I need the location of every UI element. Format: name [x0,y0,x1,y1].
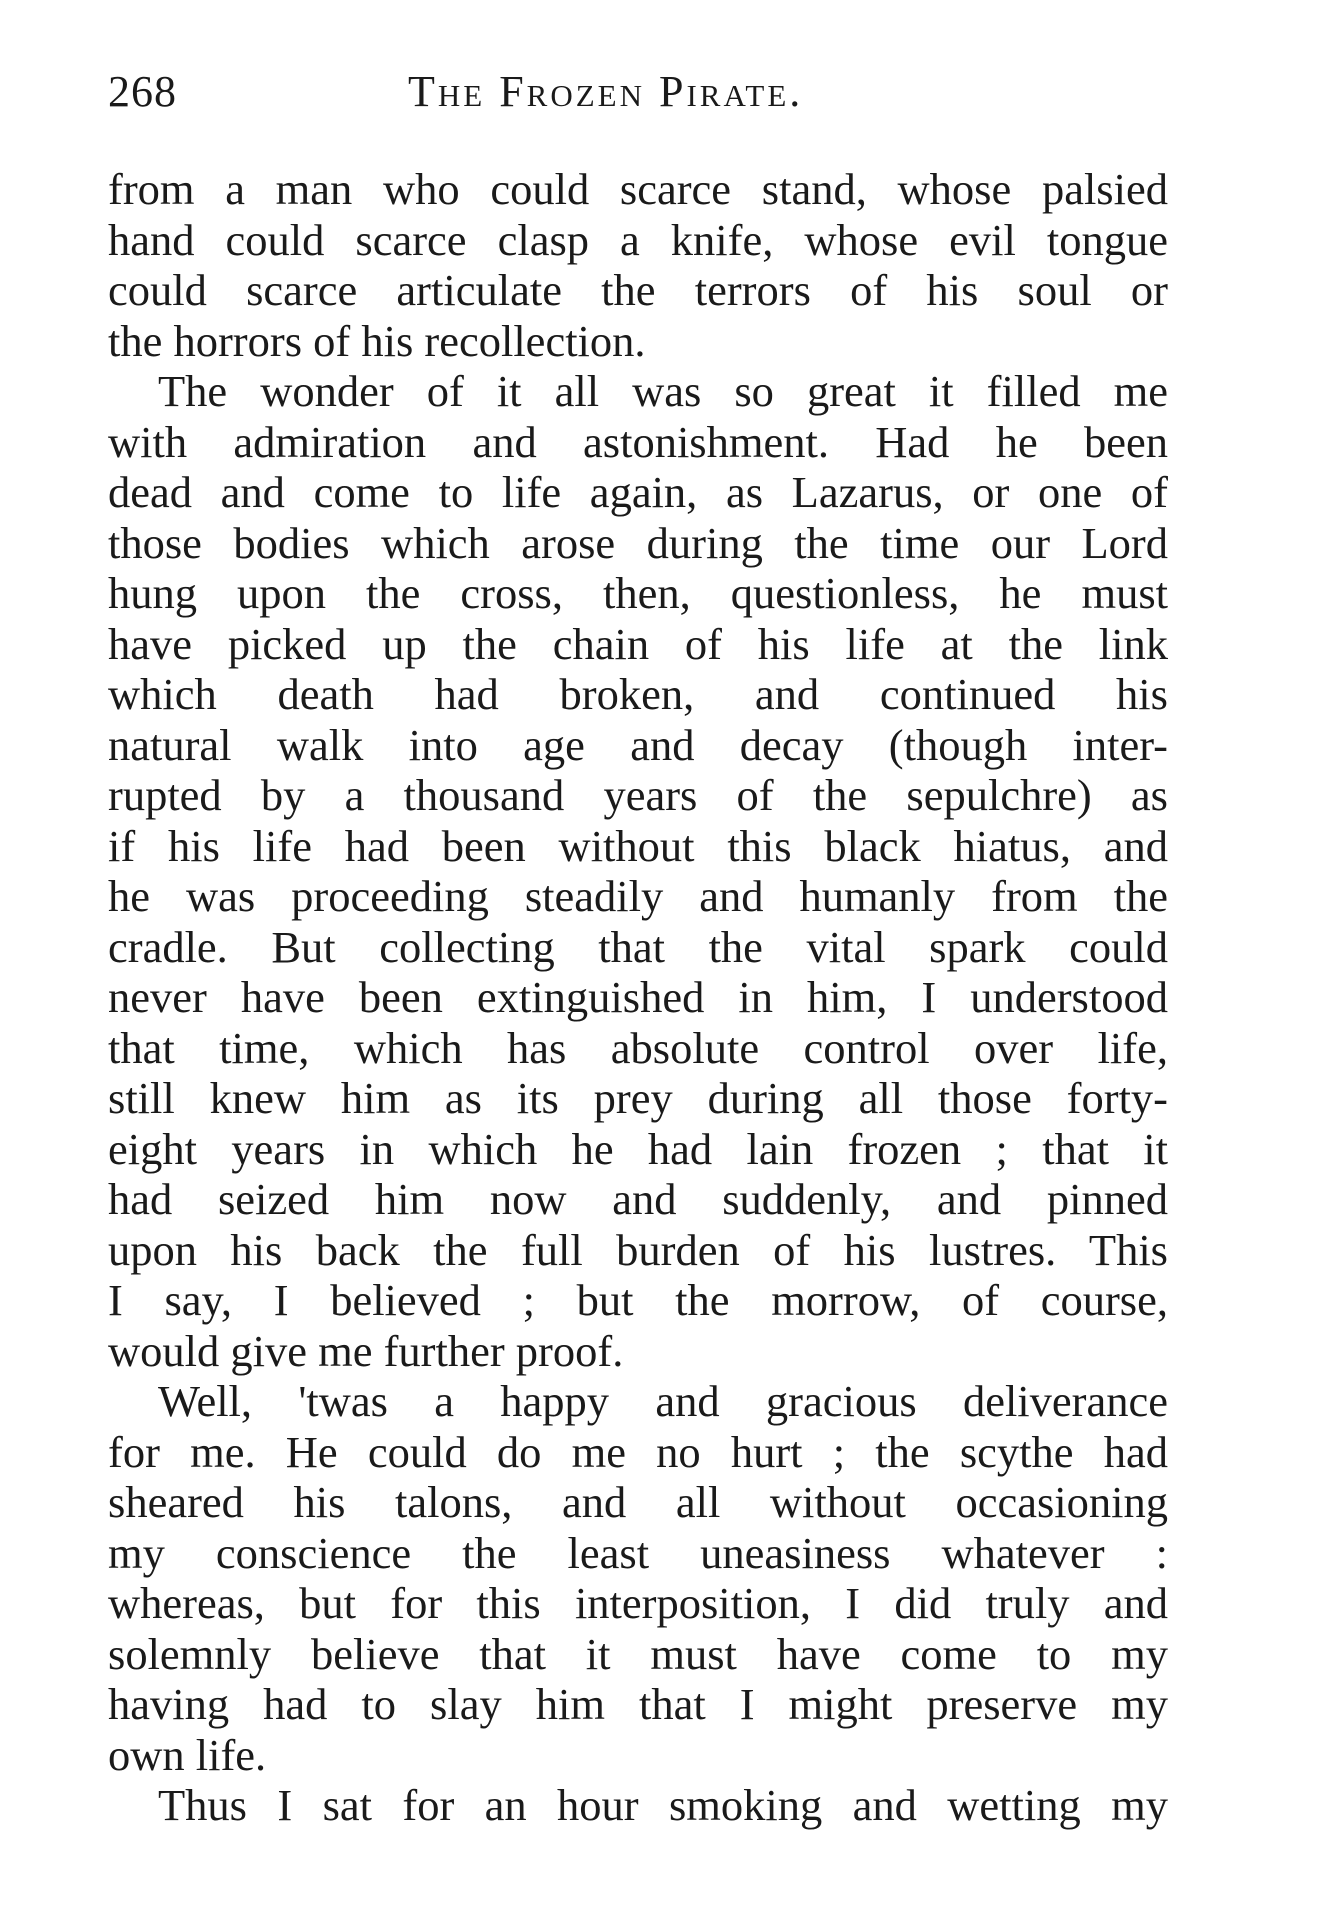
text-line: if his life had been without this black hiatus, and [108,820,1168,871]
text-line: hung upon the cross, then, questionless, he must [108,568,1168,618]
text-line: I say, I believed ; but the morrow, of course, [108,1275,1168,1325]
text-line: natural walk into age and decay (though inter- [108,719,1168,770]
page-number: 268 [108,67,177,116]
text-line: my conscience the least uneasiness whatever : [108,1527,1168,1578]
page-header [108,62,1168,122]
running-title: The Frozen Pirate. [408,67,804,116]
text-line: for me. He could do me no hurt ; the scythe had [108,1426,1168,1477]
text-line: sheared his talons, and all without occasioning [108,1477,1168,1527]
text-line: still knew him as its prey during all those forty- [108,1073,1168,1123]
paragraph-start-line: Well, 'twas a happy and gracious deliverance [158,1376,1168,1426]
text-line: whereas, but for this interposition, I did truly and [108,1578,1168,1628]
text-line: never have been extinguished in him, I understood [108,972,1168,1022]
body-text [108,164,1168,1831]
text-line: could scarce articulate the terrors of his soul or [108,265,1168,315]
text-line: hand could scarce clasp a knife, whose evil tongue [108,214,1168,265]
text-line: those bodies which arose during the time our Lord [108,517,1168,568]
text-line: cradle. But collecting that the vital spark could [108,921,1168,972]
text-line: had seized him now and suddenly, and pinned [108,1174,1168,1224]
text-line: own life. [108,1729,267,1780]
text-line: dead and come to life again, as Lazarus, or one of [108,467,1168,517]
text-line: have picked up the chain of his life at the link [108,618,1168,669]
text-line: from a man who could scarce stand, whose palsied [108,164,1168,214]
text-line: solemnly believe that it must have come to my [108,1628,1168,1679]
text-line: would give me further proof. [108,1325,624,1376]
text-line: rupted by a thousand years of the sepulchre) as [108,770,1168,820]
text-line: eight years in which he had lain frozen ; that it [108,1123,1168,1174]
text-line: which death had broken, and continued his [108,669,1168,719]
paragraph-start-line: The wonder of it all was so great it filled me [158,366,1168,416]
text-line: with admiration and astonishment. Had he been [108,416,1168,467]
text-line: upon his back the full burden of his lustres. This [108,1224,1168,1275]
text-line: that time, which has absolute control over life, [108,1022,1168,1073]
paragraph-start-line: Thus I sat for an hour smoking and wetting my [158,1780,1168,1830]
text-line: he was proceeding steadily and humanly from the [108,871,1168,921]
text-line: having had to slay him that I might preserve my [108,1679,1168,1729]
text-line: the horrors of his recollection. [108,315,646,366]
